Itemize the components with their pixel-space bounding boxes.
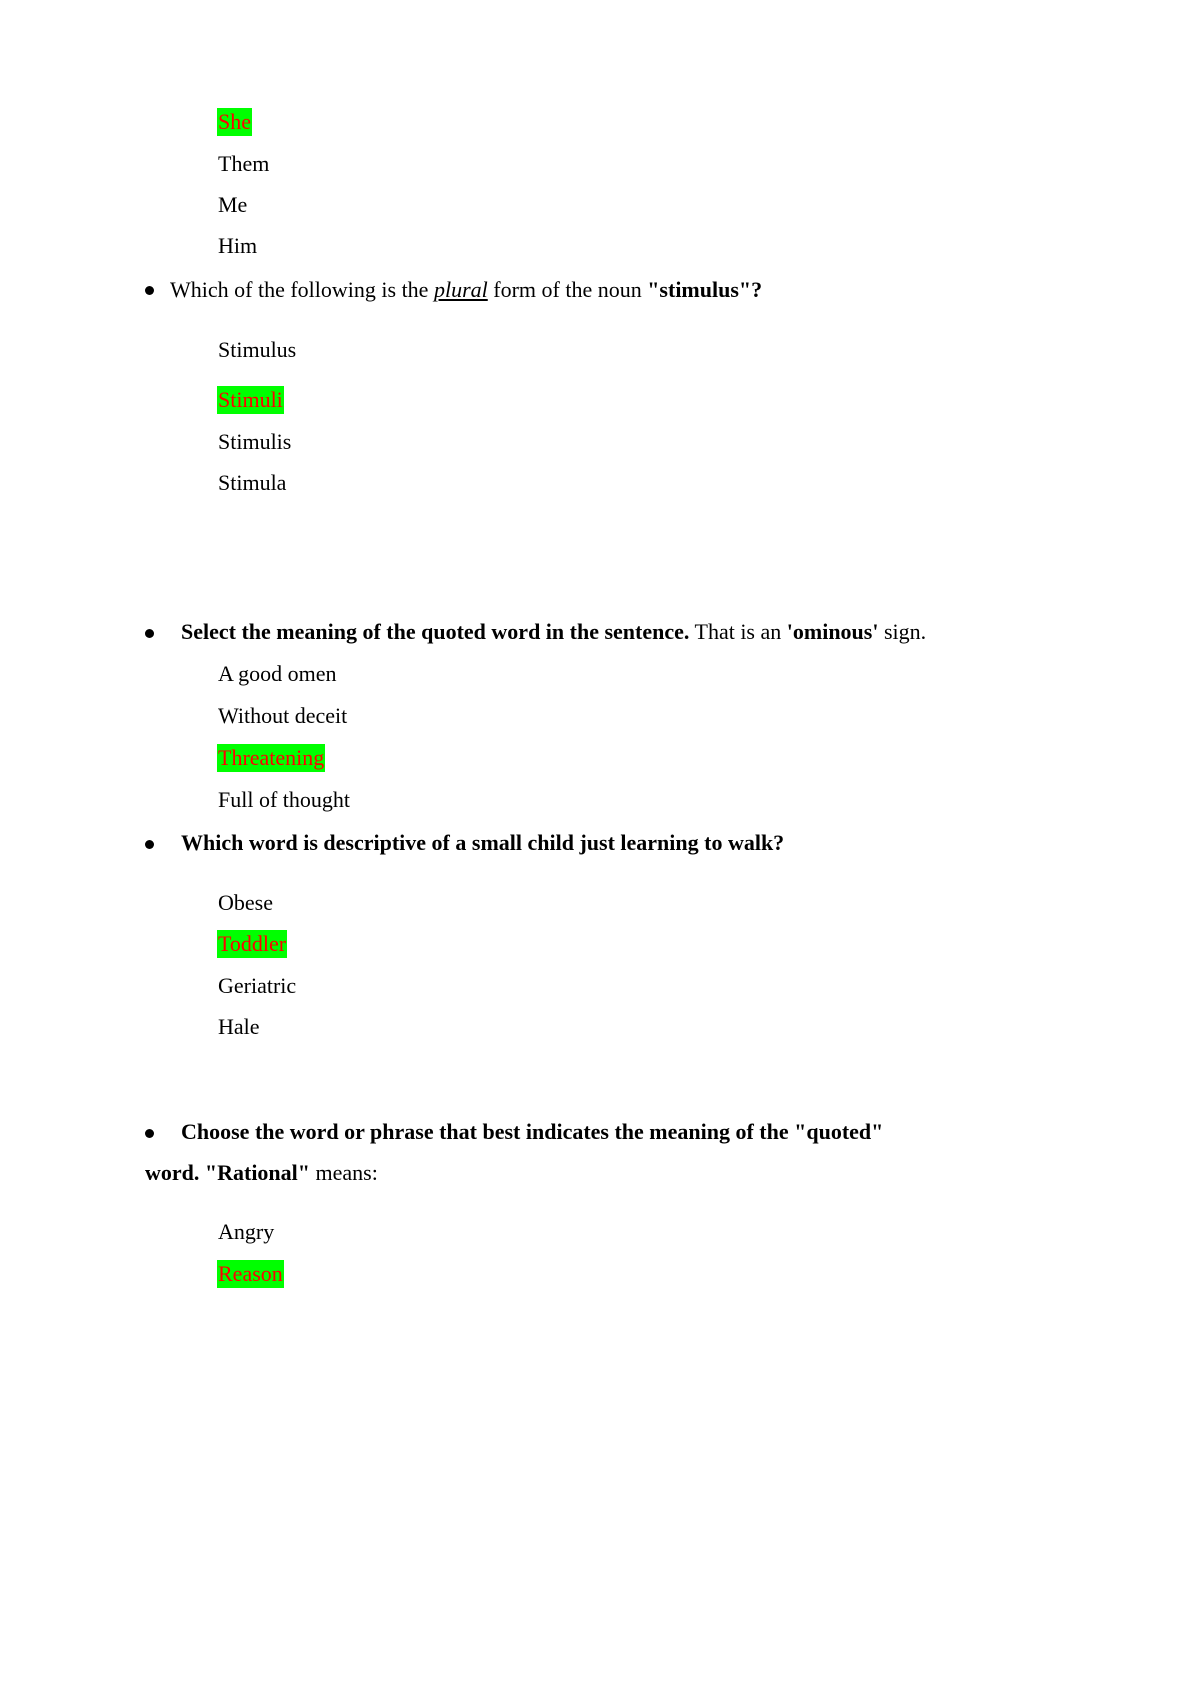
question-emphasis: plural (433, 277, 488, 302)
bullet-icon (145, 1129, 154, 1138)
question-plural (170, 276, 762, 304)
question-text: form of the noun (487, 277, 648, 302)
option-stimula: Stimula (218, 470, 287, 495)
option-she: She (218, 109, 251, 134)
option-them: Them (218, 151, 270, 176)
option-toddler: Toddler (218, 931, 287, 956)
question-instruction: Which word is descriptive of a small child just learning to walk? (181, 830, 785, 855)
option-geriatric: Geriatric (218, 973, 297, 998)
option-angry: Angry (218, 1219, 275, 1244)
option-good-omen: A good omen (218, 661, 337, 686)
option-him: Him (218, 233, 258, 258)
question-text: sign. (878, 619, 927, 644)
option-without-deceit: Without deceit (218, 703, 348, 728)
question-keyword: 'ominous' (786, 619, 879, 644)
option-me: Me (218, 192, 248, 217)
option-stimuli: Stimuli (218, 387, 283, 412)
bullet-icon (145, 629, 154, 638)
question-toddler (181, 829, 784, 857)
question-keyword: word. "Rational" (145, 1160, 310, 1185)
question-text: Which of the following is the (170, 277, 434, 302)
question-keyword: "stimulus"? (647, 277, 763, 302)
question-rational-line2 (145, 1159, 378, 1187)
question-rational-line1 (181, 1118, 883, 1146)
option-obese: Obese (218, 890, 273, 915)
question-text: means: (310, 1160, 378, 1185)
bullet-icon (145, 286, 154, 295)
bullet-icon (145, 840, 154, 849)
option-stimulis: Stimulis (218, 429, 292, 454)
option-reason: Reason (218, 1261, 283, 1286)
option-hale: Hale (218, 1014, 260, 1039)
question-instruction: Select the meaning of the quoted word in the sentence. (181, 619, 690, 644)
option-full-of-thought: Full of thought (218, 787, 351, 812)
option-stimulus: Stimulus (218, 337, 297, 362)
option-threatening: Threatening (218, 745, 325, 770)
question-text: That is an (689, 619, 787, 644)
question-ominous (181, 618, 926, 646)
question-instruction: Choose the word or phrase that best indicates the meaning of the "quoted" (181, 1119, 884, 1144)
